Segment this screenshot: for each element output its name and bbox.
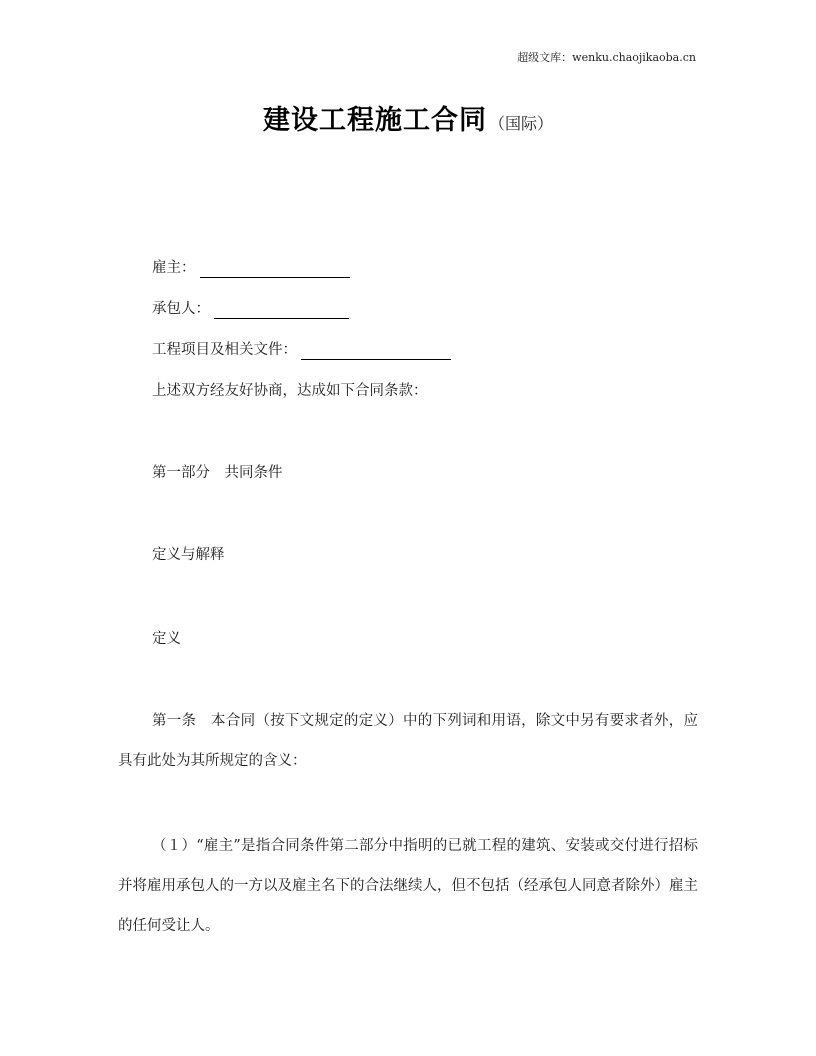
blank-line-contractor — [214, 302, 349, 319]
chapter-heading: 定义与解释 — [152, 547, 225, 563]
title-subtitle: （国际） — [488, 114, 553, 133]
field-label-project: 工程项目及相关文件： — [152, 342, 297, 358]
article-1: 第一条 本合同（按下文规定的定义）中的下列词和用语，除文中另有要求者外，应具有此处为其所规定的含义： — [118, 713, 698, 769]
field-contractor — [152, 299, 349, 319]
article-1-clause-1: （１）“雇主”是指合同条件第二部分中指明的已就工程的建筑、安装或交付进行招标并将雇用承包人的一方以及雇主名下的合法继续人，但不包括（经承包人同意者除外）雇主的任何受让人。 — [118, 838, 698, 934]
field-project — [152, 340, 451, 360]
field-label-employer: 雇主： — [152, 260, 196, 276]
document-title — [0, 98, 816, 137]
subsection-heading: 定义 — [152, 631, 181, 647]
part-heading: 第一部分 共同条件 — [152, 465, 283, 481]
watermark-header: 超级文库：wenku.chaojikaoba.cn — [517, 51, 696, 64]
intro-text: 上述双方经友好协商，达成如下合同条款： — [152, 383, 428, 399]
blank-line-project — [301, 343, 451, 360]
blank-line-employer — [200, 261, 350, 278]
field-label-contractor: 承包人： — [152, 301, 210, 317]
field-employer — [152, 258, 350, 278]
title-main: 建设工程施工合同 — [262, 105, 487, 136]
